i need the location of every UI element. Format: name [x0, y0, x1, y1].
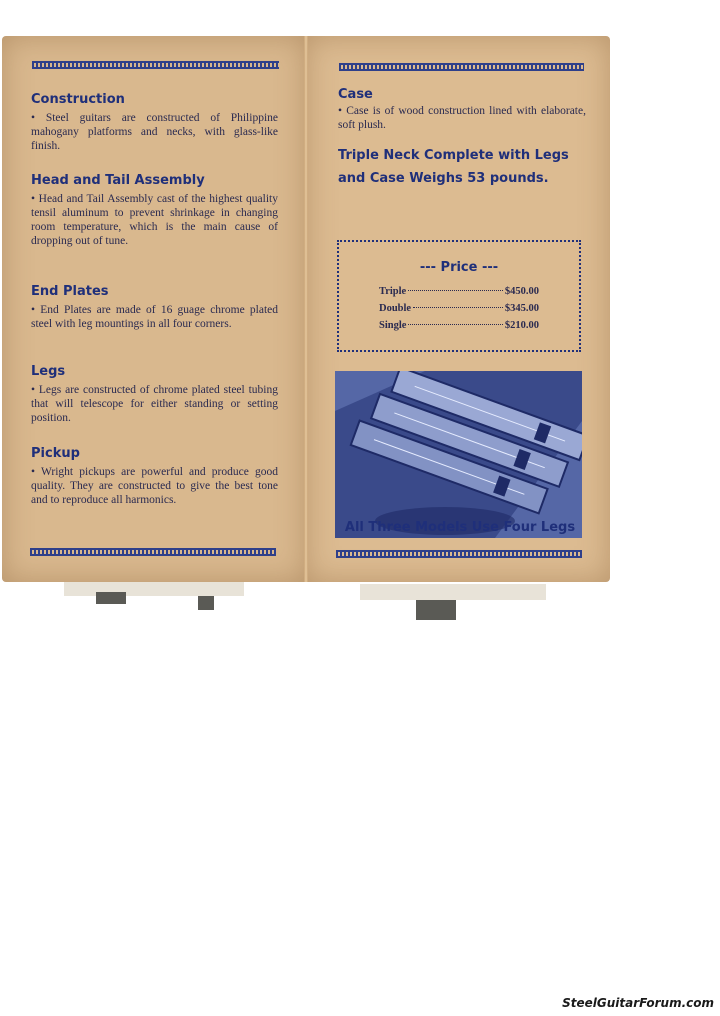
section-text: • Wright pickups are powerful and produce good quality. They are constructed to give the best tone and to reproduce all harmonics. [31, 466, 278, 506]
section-case [338, 87, 586, 132]
price-row-triple [379, 286, 539, 302]
right-top-rule [339, 63, 584, 71]
price-title: --- Price --- [419, 260, 499, 275]
watermark: SteelGuitarForum.com [562, 996, 714, 1010]
section-text: • Legs are constructed of chrome plated steel tubing that will telescope for either standing or setting position. [31, 384, 278, 424]
section-text: • Steel guitars are constructed of Philippine mahogany platforms and necks, with glass-like finish. [31, 112, 278, 152]
section-heading: Pickup [31, 446, 80, 461]
section-heading: Construction [31, 92, 125, 107]
weight-line-2: and Case Weighs 53 pounds. [338, 171, 549, 186]
model-price: $345.00 [504, 303, 539, 314]
dot-leader [413, 307, 503, 308]
tape-right [360, 584, 546, 600]
tape-left-shadow [96, 592, 126, 604]
tape-right-shadow [416, 600, 456, 620]
weight-statement [338, 144, 586, 190]
dot-leader [408, 290, 503, 291]
model-name: Triple [379, 286, 407, 297]
section-head-tail [31, 173, 278, 248]
section-end-plates [31, 284, 278, 331]
center-fold [304, 36, 308, 582]
section-text: • Head and Tail Assembly cast of the highest quality tensil aluminum to prevent shrinkage in changing room temperature, which is the main cause of dropping out of tune. [31, 193, 278, 247]
steel-guitar-illustration [335, 371, 582, 538]
section-heading: Head and Tail Assembly [31, 173, 205, 188]
price-row-single [379, 320, 539, 336]
photo-caption: All Three Models Use Four Legs [344, 520, 576, 535]
left-bottom-rule [30, 548, 276, 556]
price-row-double [379, 303, 539, 319]
section-heading: Legs [31, 364, 66, 379]
section-pickup [31, 446, 278, 507]
dot-leader [408, 324, 502, 325]
brochure [0, 36, 612, 584]
section-construction [31, 92, 278, 153]
weight-line-1: Triple Neck Complete with Legs [338, 148, 569, 163]
model-name: Double [379, 303, 412, 314]
photo-caption-wrap [336, 516, 584, 539]
section-legs [31, 364, 278, 425]
tape-left-shadow-2 [198, 596, 214, 610]
model-name: Single [379, 320, 407, 331]
case-text: • Case is of wood construction lined with elaborate, soft plush. [338, 105, 586, 131]
tape-left [64, 582, 244, 596]
price-box [337, 240, 581, 352]
case-heading: Case [338, 87, 373, 102]
right-bottom-rule [336, 550, 582, 558]
section-text: • End Plates are made of 16 guage chrome plated steel with leg mountings in all four corners. [31, 304, 278, 330]
section-heading: End Plates [31, 284, 109, 299]
left-top-rule [32, 61, 279, 69]
steel-guitar-photo [335, 371, 582, 538]
model-price: $210.00 [504, 320, 539, 331]
model-price: $450.00 [504, 286, 539, 297]
